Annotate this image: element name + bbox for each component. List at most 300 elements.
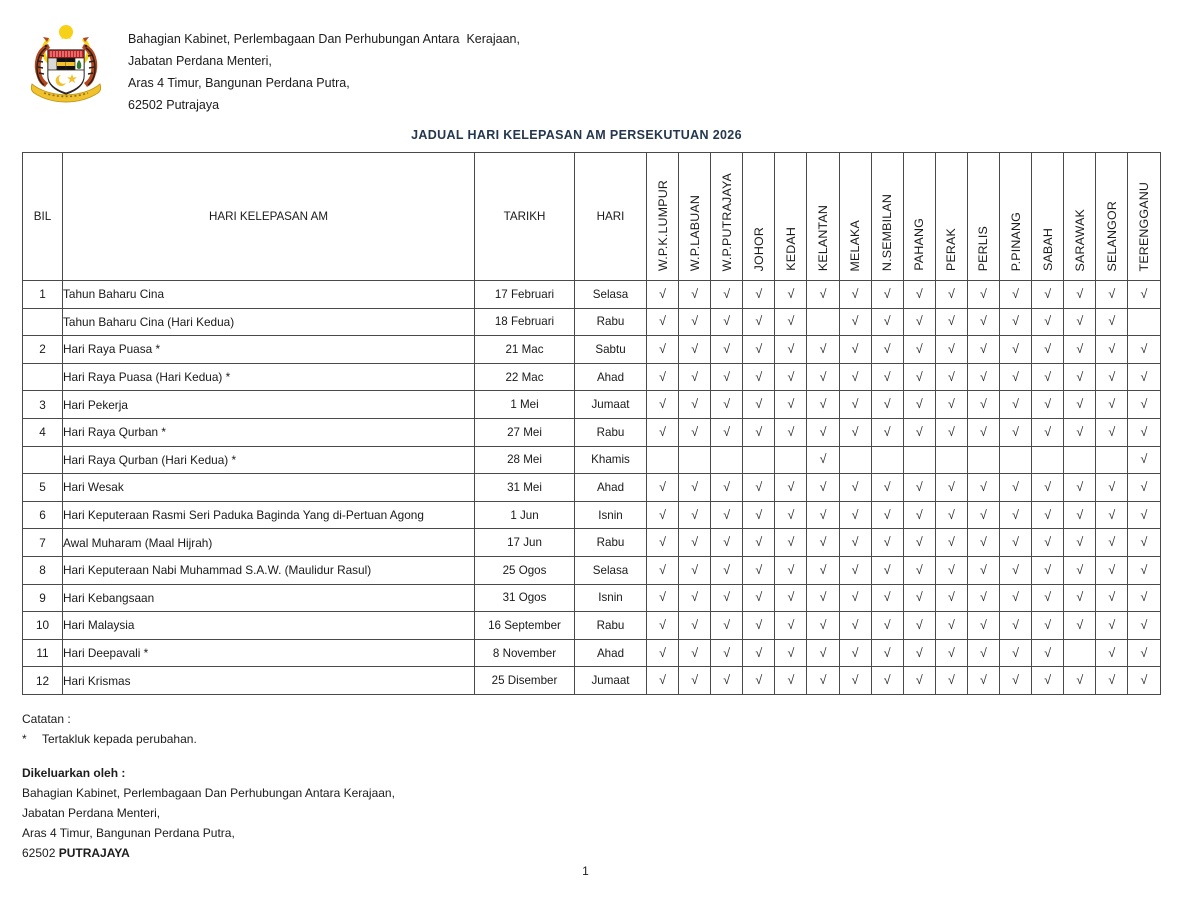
- cell-holiday-observed: [1064, 612, 1096, 640]
- check-icon: √: [659, 479, 666, 494]
- check-icon: √: [659, 369, 666, 384]
- cell-holiday-observed: [775, 363, 807, 391]
- check-icon: √: [851, 479, 859, 494]
- cell-holiday-observed: [711, 501, 743, 529]
- check-icon: √: [1076, 562, 1084, 577]
- state-label: N.SEMBILAN: [880, 193, 895, 271]
- cell-holiday-observed: [967, 308, 999, 336]
- cell-holiday-observed: [647, 308, 679, 336]
- cell-date: 25 Disember: [475, 667, 575, 695]
- check-icon: √: [1012, 286, 1020, 301]
- cell-holiday-observed: [775, 418, 807, 446]
- cell-holiday-observed: [1032, 336, 1064, 364]
- check-icon: √: [659, 645, 666, 660]
- check-icon: √: [723, 673, 731, 688]
- check-icon: √: [883, 562, 891, 577]
- check-icon: √: [883, 341, 891, 356]
- cell-holiday-observed: [775, 612, 807, 640]
- check-icon: √: [1012, 645, 1020, 660]
- check-icon: √: [1140, 507, 1148, 522]
- cell-holiday-not-observed: [711, 446, 743, 474]
- cell-holiday-observed: [1128, 584, 1160, 612]
- cell-holiday-observed: [1128, 556, 1160, 584]
- check-icon: √: [819, 645, 827, 660]
- check-icon: √: [1108, 562, 1116, 577]
- check-icon: √: [659, 535, 666, 550]
- check-icon: √: [851, 673, 859, 688]
- table-row: [23, 667, 1161, 695]
- cell-holiday-observed: [839, 336, 871, 364]
- check-icon: √: [1012, 590, 1020, 605]
- cell-holiday-observed: [903, 363, 935, 391]
- cell-holiday-observed: [711, 418, 743, 446]
- cell-holiday-observed: [679, 639, 711, 667]
- check-icon: √: [659, 314, 666, 329]
- cell-holiday-name: Awal Muharam (Maal Hijrah): [63, 529, 475, 557]
- check-icon: √: [787, 479, 795, 494]
- check-icon: √: [1108, 673, 1116, 688]
- cell-holiday-observed: [1032, 556, 1064, 584]
- check-icon: √: [947, 286, 955, 301]
- cell-date: 17 Jun: [475, 529, 575, 557]
- check-icon: √: [723, 369, 731, 384]
- cell-day: Rabu: [575, 418, 647, 446]
- cell-holiday-name: Hari Malaysia: [63, 612, 475, 640]
- check-icon: √: [1076, 341, 1084, 356]
- check-icon: √: [755, 341, 763, 356]
- check-icon: √: [915, 424, 923, 439]
- cell-bil: 12: [23, 667, 63, 695]
- check-icon: √: [980, 562, 987, 577]
- cell-holiday-observed: [1032, 612, 1064, 640]
- cell-holiday-observed: [743, 281, 775, 309]
- check-icon: √: [1140, 397, 1148, 412]
- column-header-state: [775, 153, 807, 281]
- cell-holiday-observed: [1064, 667, 1096, 695]
- column-header-state: [967, 153, 999, 281]
- cell-holiday-observed: [1000, 474, 1032, 502]
- check-icon: √: [659, 590, 666, 605]
- check-icon: √: [915, 397, 923, 412]
- issued-by-label: Dikeluarkan oleh :: [22, 765, 126, 780]
- check-icon: √: [851, 314, 859, 329]
- cell-holiday-observed: [903, 391, 935, 419]
- check-icon: √: [1076, 424, 1084, 439]
- check-icon: √: [1012, 673, 1020, 688]
- cell-holiday-observed: [807, 612, 839, 640]
- check-icon: √: [659, 424, 666, 439]
- check-icon: √: [1076, 369, 1084, 384]
- column-header-state: [839, 153, 871, 281]
- column-header-state: [935, 153, 967, 281]
- cell-bil: 8: [23, 556, 63, 584]
- cell-holiday-not-observed: [1064, 639, 1096, 667]
- cell-holiday-observed: [1032, 529, 1064, 557]
- check-icon: √: [691, 479, 699, 494]
- state-label: SABAH: [1040, 227, 1055, 271]
- column-header-state: [1000, 153, 1032, 281]
- check-icon: √: [1012, 369, 1020, 384]
- cell-holiday-observed: [807, 281, 839, 309]
- cell-bil: 3: [23, 391, 63, 419]
- check-icon: √: [1044, 369, 1052, 384]
- check-icon: √: [1044, 645, 1052, 660]
- cell-holiday-observed: [711, 363, 743, 391]
- check-icon: √: [915, 341, 923, 356]
- check-icon: √: [691, 397, 699, 412]
- cell-holiday-observed: [775, 336, 807, 364]
- check-icon: √: [819, 424, 827, 439]
- check-icon: √: [947, 645, 955, 660]
- check-icon: √: [883, 314, 891, 329]
- check-icon: √: [819, 369, 827, 384]
- check-icon: √: [755, 645, 763, 660]
- cell-holiday-observed: [839, 612, 871, 640]
- check-icon: √: [1044, 424, 1052, 439]
- check-icon: √: [851, 369, 859, 384]
- check-icon: √: [851, 645, 859, 660]
- cell-holiday-observed: [903, 667, 935, 695]
- cell-holiday-observed: [1096, 612, 1128, 640]
- check-icon: √: [915, 369, 923, 384]
- cell-holiday-observed: [775, 529, 807, 557]
- cell-holiday-observed: [679, 501, 711, 529]
- cell-holiday-observed: [903, 529, 935, 557]
- state-label: PERAK: [944, 227, 959, 271]
- cell-holiday-observed: [935, 418, 967, 446]
- table-row: [23, 556, 1161, 584]
- cell-holiday-observed: [743, 529, 775, 557]
- cell-holiday-observed: [743, 474, 775, 502]
- cell-holiday-observed: [935, 639, 967, 667]
- cell-holiday-observed: [743, 308, 775, 336]
- table-row: [23, 308, 1161, 336]
- cell-holiday-observed: [967, 336, 999, 364]
- cell-holiday-observed: [967, 501, 999, 529]
- cell-holiday-observed: [711, 584, 743, 612]
- cell-holiday-observed: [935, 612, 967, 640]
- check-icon: √: [947, 341, 955, 356]
- check-icon: √: [915, 617, 923, 632]
- holiday-table-wrapper: [0, 152, 1179, 695]
- cell-holiday-observed: [871, 474, 903, 502]
- cell-holiday-name: Tahun Baharu Cina (Hari Kedua): [63, 308, 475, 336]
- cell-holiday-observed: [1032, 474, 1064, 502]
- check-icon: √: [915, 562, 923, 577]
- cell-holiday-observed: [775, 556, 807, 584]
- cell-holiday-observed: [871, 281, 903, 309]
- cell-holiday-observed: [1128, 391, 1160, 419]
- column-header-state: [1096, 153, 1128, 281]
- cell-holiday-observed: [839, 281, 871, 309]
- check-icon: √: [947, 617, 955, 632]
- cell-holiday-observed: [935, 584, 967, 612]
- cell-holiday-name: Hari Keputeraan Rasmi Seri Paduka Baginda Yang di-Pertuan Agong: [63, 501, 475, 529]
- cell-holiday-observed: [647, 584, 679, 612]
- check-icon: √: [787, 286, 795, 301]
- cell-holiday-observed: [807, 501, 839, 529]
- cell-bil: 10: [23, 612, 63, 640]
- column-header-state: [1128, 153, 1160, 281]
- notes-label: Catatan :: [22, 711, 71, 726]
- check-icon: √: [883, 590, 891, 605]
- cell-date: 25 Ogos: [475, 556, 575, 584]
- check-icon: √: [915, 673, 923, 688]
- city-name: PUTRAJAYA: [58, 845, 130, 860]
- cell-holiday-name: Hari Deepavali *: [63, 639, 475, 667]
- check-icon: √: [819, 590, 827, 605]
- asterisk-note: [22, 729, 1179, 749]
- check-icon: √: [980, 369, 987, 384]
- cell-holiday-observed: [679, 474, 711, 502]
- check-icon: √: [851, 286, 859, 301]
- column-header-state: [1064, 153, 1096, 281]
- cell-holiday-observed: [839, 556, 871, 584]
- issuer-line-1: Bahagian Kabinet, Perlembagaan Dan Perhubungan Antara Kerajaan,: [22, 785, 395, 800]
- check-icon: √: [883, 397, 891, 412]
- cell-holiday-observed: [839, 363, 871, 391]
- cell-holiday-observed: [967, 418, 999, 446]
- cell-date: 1 Mei: [475, 391, 575, 419]
- cell-holiday-observed: [1000, 391, 1032, 419]
- cell-holiday-observed: [1096, 556, 1128, 584]
- cell-holiday-observed: [647, 667, 679, 695]
- cell-bil: 7: [23, 529, 63, 557]
- check-icon: √: [1140, 617, 1148, 632]
- cell-holiday-observed: [903, 612, 935, 640]
- check-icon: √: [915, 286, 923, 301]
- cell-holiday-not-observed: [839, 446, 871, 474]
- check-icon: √: [691, 562, 699, 577]
- cell-holiday-name: Hari Wesak: [63, 474, 475, 502]
- cell-holiday-observed: [903, 308, 935, 336]
- check-icon: √: [787, 617, 795, 632]
- cell-holiday-observed: [839, 667, 871, 695]
- cell-holiday-observed: [647, 612, 679, 640]
- cell-date: 22 Mac: [475, 363, 575, 391]
- check-icon: √: [1012, 507, 1020, 522]
- cell-holiday-observed: [775, 308, 807, 336]
- cell-holiday-observed: [967, 363, 999, 391]
- check-icon: √: [851, 617, 859, 632]
- cell-holiday-observed: [679, 584, 711, 612]
- cell-holiday-name: Hari Raya Qurban *: [63, 418, 475, 446]
- check-icon: √: [1140, 452, 1148, 467]
- check-icon: √: [723, 314, 731, 329]
- cell-date: 27 Mei: [475, 418, 575, 446]
- state-label: PAHANG: [912, 218, 927, 271]
- column-header-state: [1032, 153, 1064, 281]
- check-icon: √: [980, 617, 987, 632]
- issuer-postcode-line: [22, 843, 1179, 863]
- cell-holiday-not-observed: [903, 446, 935, 474]
- check-icon: √: [980, 314, 987, 329]
- cell-holiday-observed: [679, 418, 711, 446]
- asterisk-note-text: Tertakluk kepada perubahan.: [42, 731, 197, 746]
- cell-holiday-observed: [1000, 336, 1032, 364]
- state-label: W.P.PUTRAJAYA: [719, 172, 734, 271]
- check-icon: √: [915, 507, 923, 522]
- cell-holiday-observed: [1128, 281, 1160, 309]
- check-icon: √: [883, 369, 891, 384]
- cell-holiday-not-observed: [743, 446, 775, 474]
- cell-holiday-not-observed: [871, 446, 903, 474]
- state-label: TERENGGANU: [1136, 181, 1151, 271]
- check-icon: √: [980, 645, 987, 660]
- table-header-row: [23, 153, 1161, 281]
- cell-holiday-observed: [743, 556, 775, 584]
- check-icon: √: [1140, 479, 1148, 494]
- check-icon: √: [883, 479, 891, 494]
- cell-holiday-name: Hari Raya Puasa *: [63, 336, 475, 364]
- check-icon: √: [755, 617, 763, 632]
- check-icon: √: [1044, 617, 1052, 632]
- cell-holiday-observed: [743, 391, 775, 419]
- check-icon: √: [1012, 341, 1020, 356]
- cell-holiday-observed: [679, 363, 711, 391]
- cell-holiday-observed: [647, 639, 679, 667]
- cell-holiday-observed: [775, 584, 807, 612]
- cell-holiday-name: Hari Pekerja: [63, 391, 475, 419]
- cell-holiday-observed: [711, 391, 743, 419]
- cell-day: Sabtu: [575, 336, 647, 364]
- cell-holiday-observed: [903, 281, 935, 309]
- cell-holiday-observed: [743, 363, 775, 391]
- column-header-date: TARIKH: [475, 153, 575, 281]
- cell-holiday-name: Hari Kebangsaan: [63, 584, 475, 612]
- cell-holiday-observed: [871, 418, 903, 446]
- cell-holiday-observed: [871, 501, 903, 529]
- cell-holiday-observed: [647, 363, 679, 391]
- cell-holiday-observed: [903, 474, 935, 502]
- check-icon: √: [819, 507, 827, 522]
- cell-holiday-observed: [871, 639, 903, 667]
- column-header-state: [903, 153, 935, 281]
- cell-holiday-observed: [807, 529, 839, 557]
- cell-holiday-observed: [711, 474, 743, 502]
- cell-holiday-observed: [647, 474, 679, 502]
- table-row: [23, 418, 1161, 446]
- cell-holiday-not-observed: [1000, 446, 1032, 474]
- check-icon: √: [787, 535, 795, 550]
- check-icon: √: [1076, 397, 1084, 412]
- check-icon: √: [980, 590, 987, 605]
- check-icon: √: [723, 507, 731, 522]
- table-head: [23, 153, 1161, 281]
- state-label: P.PINANG: [1008, 211, 1023, 271]
- check-icon: √: [1044, 286, 1052, 301]
- cell-holiday-not-observed: [679, 446, 711, 474]
- cell-holiday-observed: [1000, 418, 1032, 446]
- check-icon: √: [947, 562, 955, 577]
- cell-holiday-observed: [1128, 612, 1160, 640]
- check-icon: √: [883, 535, 891, 550]
- check-icon: √: [723, 562, 731, 577]
- check-icon: √: [1140, 645, 1148, 660]
- check-icon: √: [1140, 369, 1148, 384]
- cell-holiday-observed: [775, 474, 807, 502]
- cell-holiday-observed: [1128, 418, 1160, 446]
- check-icon: √: [755, 424, 763, 439]
- cell-holiday-observed: [1128, 529, 1160, 557]
- cell-holiday-observed: [711, 281, 743, 309]
- state-label: SARAWAK: [1072, 208, 1087, 271]
- check-icon: √: [819, 673, 827, 688]
- cell-holiday-observed: [1032, 639, 1064, 667]
- cell-bil: [23, 446, 63, 474]
- check-icon: √: [883, 645, 891, 660]
- cell-holiday-observed: [1096, 363, 1128, 391]
- cell-holiday-observed: [679, 391, 711, 419]
- cell-holiday-observed: [1000, 308, 1032, 336]
- cell-holiday-name: Hari Raya Puasa (Hari Kedua) *: [63, 363, 475, 391]
- check-icon: √: [691, 314, 699, 329]
- column-header-state: [647, 153, 679, 281]
- cell-holiday-observed: [967, 556, 999, 584]
- cell-holiday-not-observed: [1064, 446, 1096, 474]
- cell-holiday-observed: [711, 639, 743, 667]
- cell-bil: 9: [23, 584, 63, 612]
- cell-holiday-name: Hari Raya Qurban (Hari Kedua) *: [63, 446, 475, 474]
- cell-holiday-observed: [839, 584, 871, 612]
- check-icon: √: [787, 562, 795, 577]
- check-icon: √: [1108, 286, 1116, 301]
- check-icon: √: [1140, 286, 1148, 301]
- check-icon: √: [787, 673, 795, 688]
- check-icon: √: [1012, 314, 1020, 329]
- state-label: SELANGOR: [1104, 200, 1119, 271]
- cell-day: Selasa: [575, 281, 647, 309]
- check-icon: √: [787, 424, 795, 439]
- issuer-line-2: Jabatan Perdana Menteri,: [22, 805, 161, 820]
- cell-holiday-observed: [935, 363, 967, 391]
- table-row: [23, 336, 1161, 364]
- check-icon: √: [1012, 535, 1020, 550]
- cell-holiday-name: Hari Keputeraan Nabi Muhammad S.A.W. (Maulidur Rasul): [63, 556, 475, 584]
- check-icon: √: [787, 314, 795, 329]
- cell-holiday-observed: [935, 667, 967, 695]
- cell-holiday-observed: [1128, 639, 1160, 667]
- cell-holiday-observed: [775, 639, 807, 667]
- check-icon: √: [1076, 314, 1084, 329]
- cell-holiday-name: Tahun Baharu Cina: [63, 281, 475, 309]
- check-icon: √: [723, 645, 731, 660]
- cell-holiday-observed: [871, 667, 903, 695]
- cell-date: 28 Mei: [475, 446, 575, 474]
- cell-holiday-observed: [1096, 639, 1128, 667]
- cell-holiday-observed: [871, 529, 903, 557]
- cell-holiday-observed: [807, 474, 839, 502]
- notes-spacer: [22, 749, 1179, 763]
- check-icon: √: [851, 507, 859, 522]
- check-icon: √: [691, 673, 699, 688]
- cell-holiday-observed: [743, 639, 775, 667]
- cell-holiday-observed: [775, 501, 807, 529]
- cell-holiday-observed: [1032, 501, 1064, 529]
- cell-holiday-observed: [1032, 584, 1064, 612]
- cell-holiday-observed: [807, 336, 839, 364]
- check-icon: √: [691, 617, 699, 632]
- cell-bil: [23, 308, 63, 336]
- table-body: [23, 281, 1161, 695]
- check-icon: √: [947, 535, 955, 550]
- cell-holiday-observed: [647, 336, 679, 364]
- cell-date: 17 Februari: [475, 281, 575, 309]
- state-label: KELANTAN: [816, 204, 831, 271]
- cell-holiday-observed: [967, 281, 999, 309]
- cell-date: 1 Jun: [475, 501, 575, 529]
- cell-holiday-observed: [711, 529, 743, 557]
